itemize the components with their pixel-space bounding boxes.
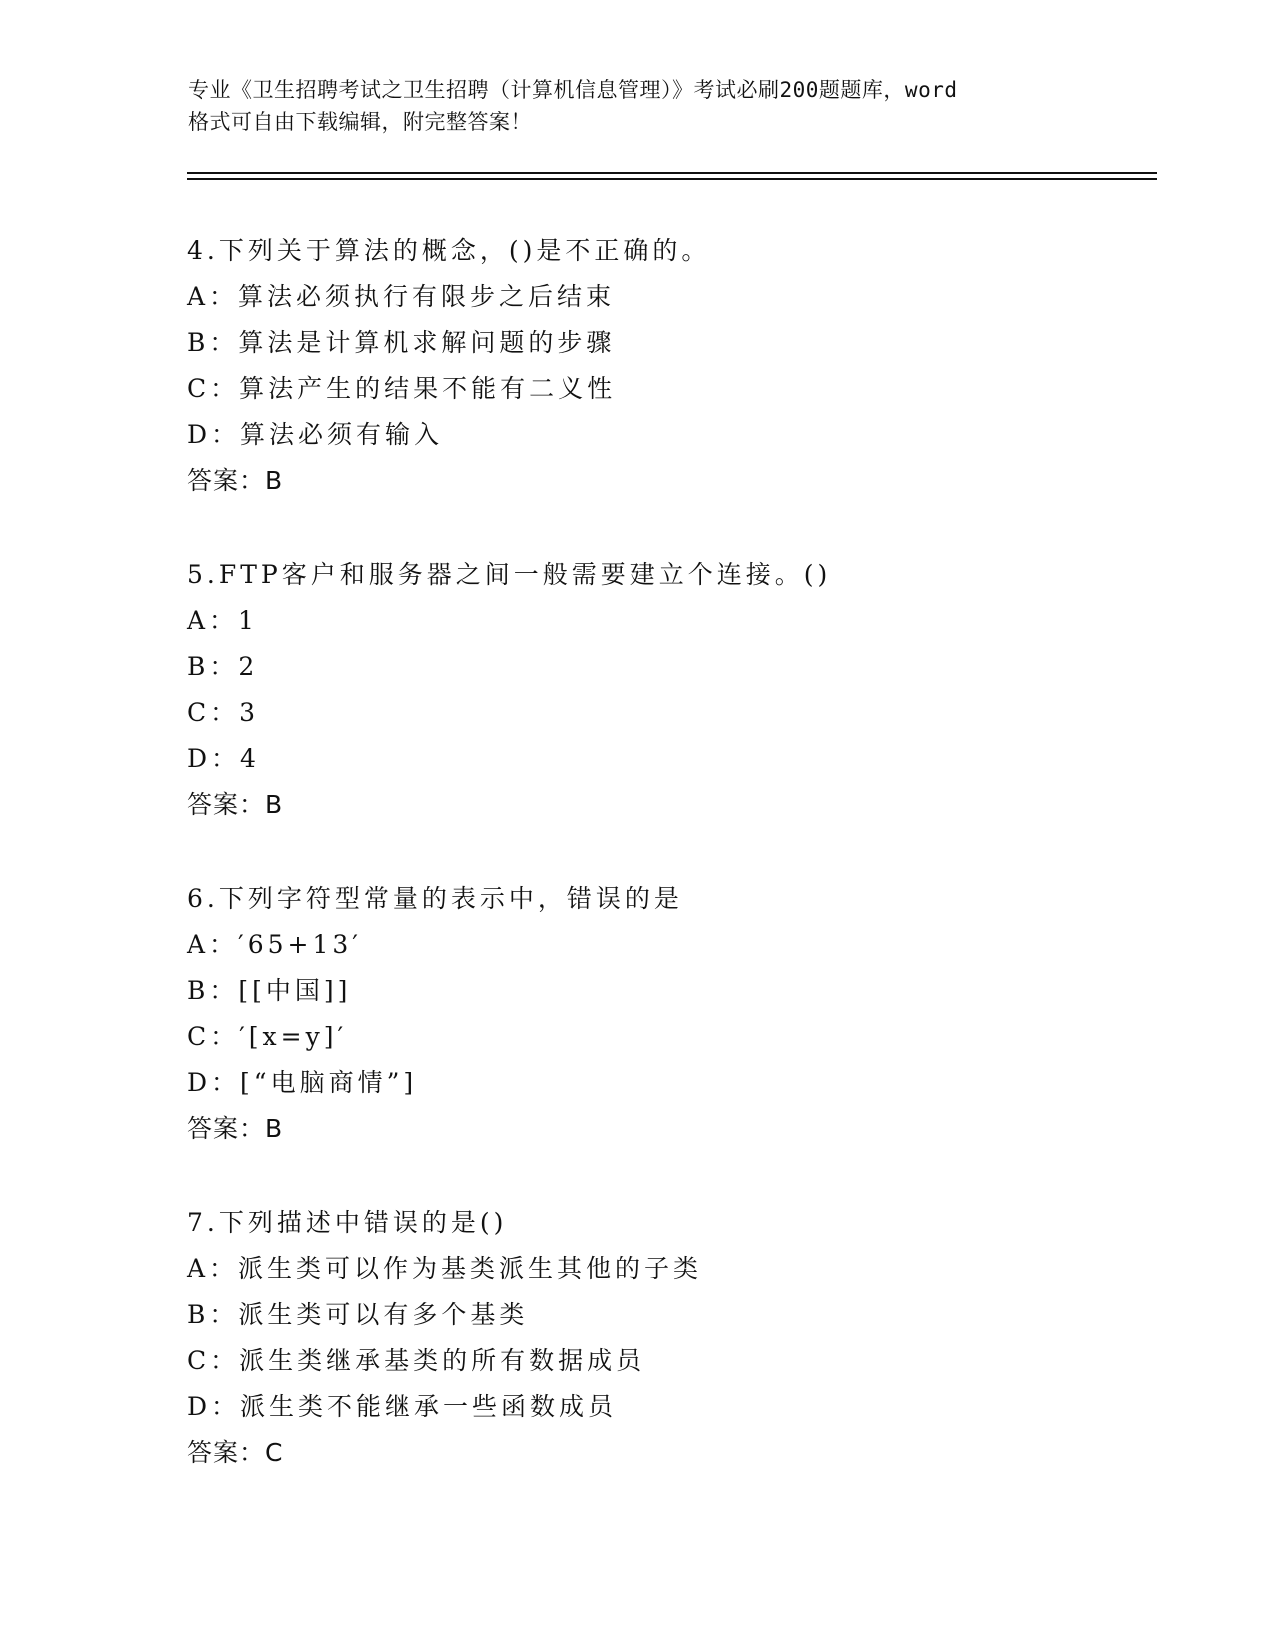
option-b: B：[[中国]] [187,976,352,1005]
answer-line: 答案：B [187,1114,284,1143]
question-stem: 4.下列关于算法的概念，()是不正确的。 [187,236,711,265]
question-stem: 7.下列描述中错误的是() [187,1208,508,1237]
option-c: C：算法产生的结果不能有二义性 [187,374,617,403]
question-4 [187,228,1147,504]
option-a: A：′65+13′ [187,930,362,959]
option-b: B：派生类可以有多个基类 [187,1300,529,1329]
question-stem: 5.FTP客户和服务器之间一般需要建立个连接。() [187,560,832,589]
document-header [188,74,1088,138]
document-title-line-1: 专业《卫生招聘考试之卫生招聘（计算机信息管理）》考试必刷200题题库，word [188,78,958,102]
answer-line: 答案：B [187,466,284,495]
option-b: B：2 [187,652,259,681]
answer-line: 答案：B [187,790,284,819]
header-divider-bottom [187,178,1157,180]
question-list [187,228,1147,1524]
option-b: B：算法是计算机求解问题的步骤 [187,328,616,357]
option-d: D：派生类不能继承一些函数成员 [187,1392,618,1421]
question-7 [187,1200,1147,1476]
option-d: D：算法必须有输入 [187,420,444,449]
question-6 [187,876,1147,1152]
option-a: A：1 [187,606,258,635]
option-a: A：派生类可以作为基类派生其他的子类 [187,1254,703,1283]
option-d: D：[“电脑商情”] [187,1068,418,1097]
document-title-line-2: 格式可自由下载编辑，附完整答案！ [188,110,532,134]
question-5 [187,552,1147,828]
option-c: C：派生类继承基类的所有数据成员 [187,1346,646,1375]
question-stem: 6.下列字符型常量的表示中，错误的是 [187,884,683,913]
option-d: D：4 [187,744,260,773]
option-c: C：′[x=y]′ [187,1022,348,1051]
option-a: A：算法必须执行有限步之后结束 [187,282,616,311]
answer-line: 答案：C [187,1438,284,1467]
option-c: C：3 [187,698,260,727]
header-divider-top [187,172,1157,174]
